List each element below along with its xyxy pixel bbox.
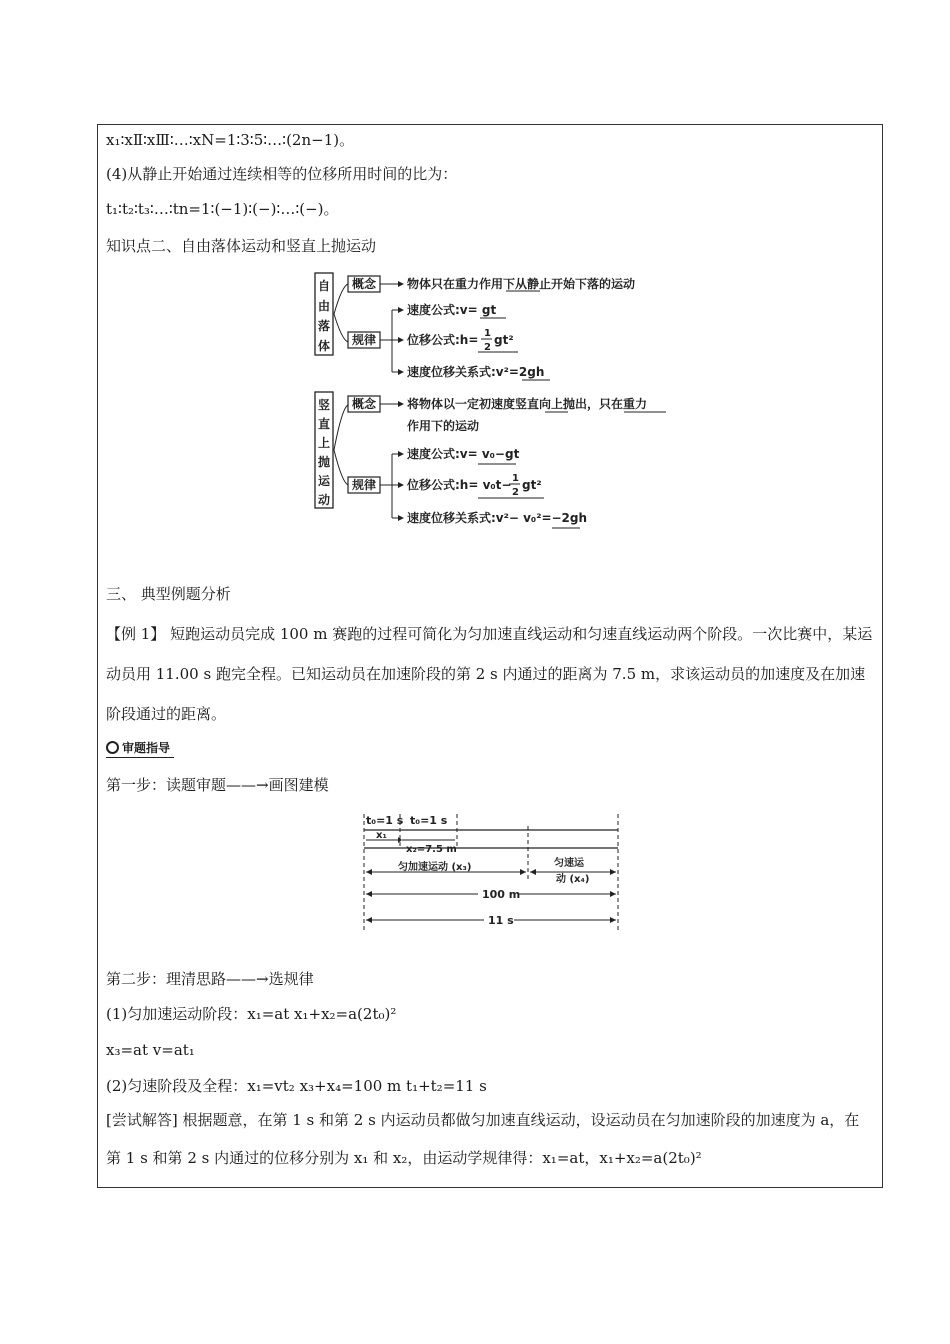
equation-3: (2)匀速阶段及全程：x₁=vt₂ x₃+x₄=100 m t₁+t₂=11 s — [106, 1077, 487, 1095]
free-fall-law-label: 规律 — [351, 333, 377, 347]
free-fall-velocity-formula: 速度公式:v= gt — [407, 303, 497, 317]
guide-badge — [106, 737, 174, 758]
free-fall-concept-label: 概念 — [351, 277, 377, 291]
free-fall-root-3: 落 — [317, 319, 331, 333]
example-1-text: 【例 1】 短跑运动员完成 100 m 赛跑的过程可简化为匀加速直线运动和匀速直线运动两个阶段。一次比赛中，某运动员用 11.00 s 跑完全程。已知运动员在加速阶段的第 2 s 内通过的距离为 7.5 m，求该运动员的加速度及在加速阶段通过的距离。 — [106, 625, 873, 723]
free-fall-root-4: 体 — [317, 339, 331, 353]
free-fall-concept-text: 物体只在重力作用下从静止开始下落的运动 — [407, 277, 636, 291]
free-fall-root-1: 自 — [317, 279, 331, 293]
vertical-law-label: 规律 — [351, 478, 377, 492]
t0-second-label: t₀=1 s — [410, 814, 448, 827]
attempt-answer: [尝试解答] 根据题意，在第 1 s 和第 2 s 内运动员都做匀加速直线运动，设运动员在匀加速阶段的加速度为 a，在第 1 s 和第 2 s 内通过的位移分别为 x₁ 和 x₂，由运动学规律得：x₁=at，x₁+x₂=a(2t₀)² — [106, 1111, 860, 1167]
t0-first-label: t₀=1 s — [366, 814, 404, 827]
step-2-line: 第二步：理清思路——→选规律 — [106, 970, 314, 988]
free-fall-displacement-prefix: 位移公式:h= — [407, 333, 479, 347]
ratio-time-heading: (4)从静止开始通过连续相等的位移所用时间的比为： — [106, 165, 458, 183]
vertical-root-4: 抛 — [317, 455, 331, 469]
free-fall-vh-formula: 速度位移关系式:v²=2gh — [407, 365, 545, 379]
guide-badge-label: 审题指导 — [122, 740, 171, 755]
knowledge-point-2-heading: 知识点二、自由落体运动和竖直上抛运动 — [106, 237, 377, 255]
vertical-root-6: 动 — [317, 493, 331, 507]
target-icon — [106, 741, 119, 754]
free-fall-frac-num: 1 — [484, 328, 491, 339]
x1-label: x₁ — [376, 830, 387, 841]
vertical-root-2: 直 — [317, 417, 331, 431]
accel-label: 匀加速运动 (x₃) — [398, 862, 472, 873]
step-1-line: 第一步：读题审题——→画图建模 — [106, 776, 329, 794]
free-fall-displacement-suffix: gt² — [494, 333, 514, 347]
motion-mind-map — [312, 268, 692, 533]
total-distance-label: 100 m — [482, 888, 521, 901]
equation-2: x₃=at v=at₁ — [106, 1041, 195, 1059]
vertical-frac-den: 2 — [512, 487, 519, 498]
vertical-displacement-prefix: 位移公式:h= v₀t− — [407, 478, 512, 492]
total-time-label: 11 s — [488, 914, 514, 927]
free-fall-frac-den: 2 — [484, 342, 491, 353]
vertical-root-1: 竖 — [317, 398, 331, 412]
equation-1: (1)匀加速运动阶段：x₁=at x₁+x₂=a(2t₀)² — [106, 1005, 397, 1023]
vertical-root-3: 上 — [317, 436, 331, 450]
vertical-frac-num: 1 — [512, 473, 519, 484]
ratio-time-line: t₁∶t₂∶t₃∶…∶tn=1∶(−1)∶(−)∶…∶(−)。 — [106, 200, 339, 218]
uniform-label-1: 匀速运 — [554, 858, 584, 869]
x2-label: x₂=7.5 m — [406, 844, 457, 855]
section-3-heading: 三、 典型例题分析 — [106, 585, 231, 603]
track-diagram — [358, 810, 628, 932]
vertical-vh-formula: 速度位移关系式:v²− v₀²=−2gh — [407, 511, 588, 525]
vertical-velocity-formula: 速度公式:v= v₀−gt — [407, 447, 520, 461]
uniform-label-2: 动 (x₄) — [556, 874, 590, 885]
vertical-displacement-suffix: gt² — [522, 478, 542, 492]
vertical-concept-text-2: 作用下的运动 — [407, 419, 480, 433]
ratio-displacement-line: x₁∶xⅡ∶xⅢ∶…∶xN=1∶3∶5∶…∶(2n−1)。 — [106, 131, 355, 149]
free-fall-root-2: 由 — [317, 299, 331, 313]
vertical-concept-label: 概念 — [351, 397, 377, 411]
vertical-root-5: 运 — [317, 474, 331, 488]
vertical-concept-text-1: 将物体以一定初速度竖直向上抛出，只在重力 — [407, 397, 648, 411]
